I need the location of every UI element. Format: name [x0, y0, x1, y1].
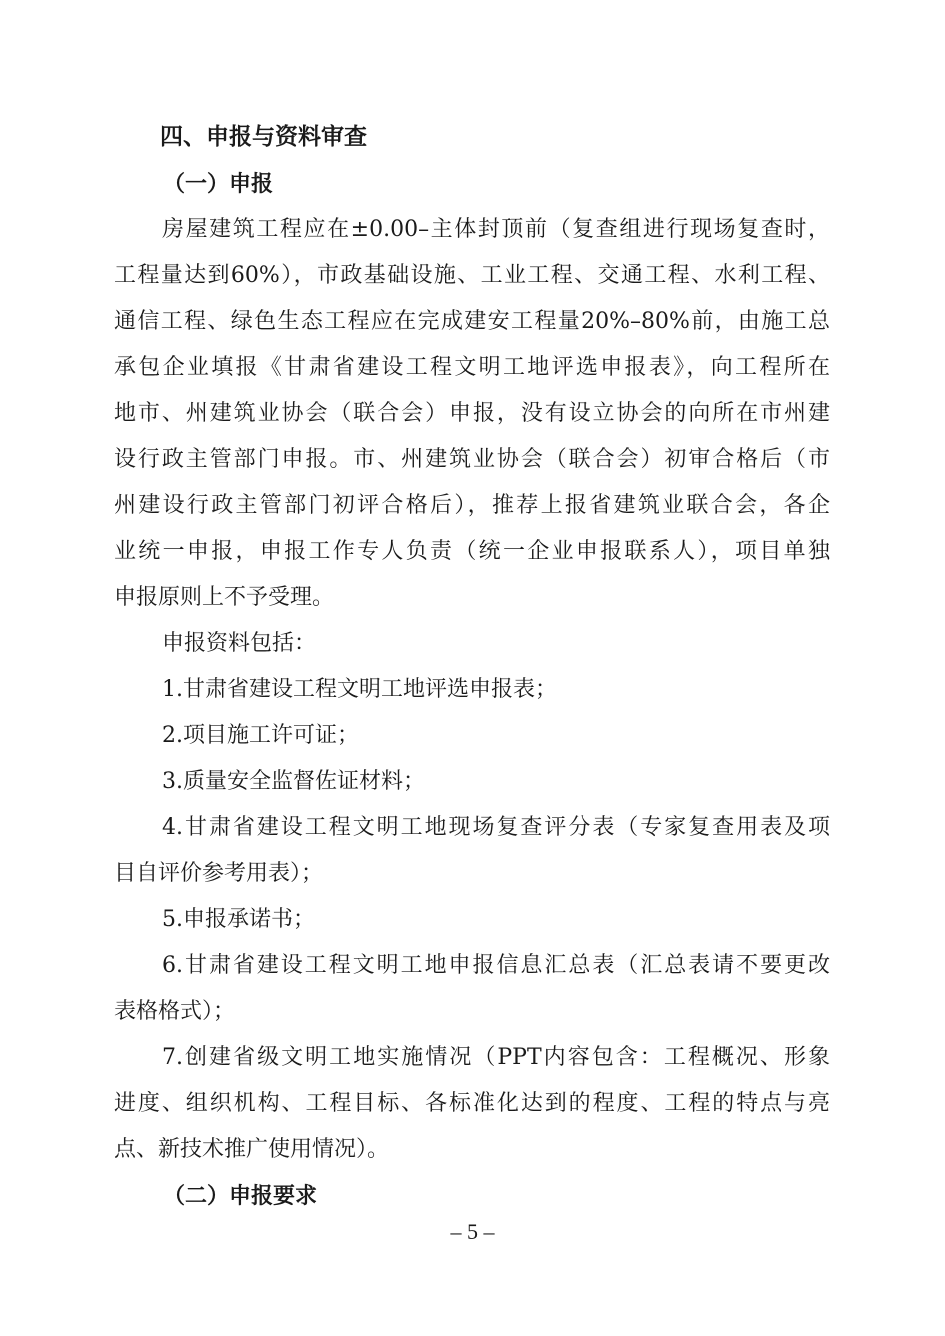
list-item-continuation: 目自评价参考用表）； [114, 861, 324, 886]
paragraph-line: 工程量达到60%），市政基础设施、工业工程、交通工程、水利工程、 [114, 263, 830, 288]
paragraph-line: 通信工程、绿色生态工程应在完成建安工程量20%–80%前，由施工总 [114, 309, 830, 334]
list-item: 2.项目施工许可证； [162, 723, 359, 748]
list-item: 7.创建省级文明工地实施情况（PPT内容包含：工程概况、形象 [162, 1045, 830, 1070]
list-item: 4.甘肃省建设工程文明工地现场复查评分表（专家复查用表及项 [162, 815, 830, 840]
paragraph-line: 设行政主管部门申报。市、州建筑业协会（联合会）初审合格后（市 [114, 447, 830, 472]
list-item-continuation: 表格格式）； [114, 999, 236, 1024]
list-item-continuation: 进度、组织机构、工程目标、各标准化达到的程度、工程的特点与亮 [114, 1091, 830, 1116]
subsection-title-requirements: （二）申报要求 [163, 1183, 318, 1209]
list-item: 6.甘肃省建设工程文明工地申报信息汇总表（汇总表请不要更改 [162, 953, 830, 978]
list-item: 1.甘肃省建设工程文明工地评选申报表； [162, 677, 557, 702]
paragraph-line: 申报原则上不予受理。 [114, 585, 335, 610]
paragraph-line: 承包企业填报《甘肃省建设工程文明工地评选申报表》，向工程所在 [114, 355, 830, 380]
paragraph-line: 业统一申报，申报工作专人负责（统一企业申报联系人），项目单独 [114, 539, 830, 564]
paragraph-line: 地市、州建筑业协会（联合会）申报，没有设立协会的向所在市州建 [114, 401, 830, 426]
materials-intro: 申报资料包括： [162, 631, 317, 656]
list-item: 5.申报承诺书； [162, 907, 315, 932]
page-number: – 5 – [450, 1219, 495, 1244]
list-item-continuation: 点、新技术推广使用情况）。 [114, 1137, 390, 1162]
paragraph-line: 房屋建筑工程应在±0.00–主体封顶前（复查组进行现场复查时， [162, 217, 830, 242]
section-heading: 四、申报与资料审查 [160, 124, 367, 150]
paragraph-line: 州建设行政主管部门初评合格后），推荐上报省建筑业联合会，各企 [114, 493, 830, 518]
subsection-title-application: （一）申报 [163, 171, 274, 197]
list-item: 3.质量安全监督佐证材料； [162, 769, 425, 794]
